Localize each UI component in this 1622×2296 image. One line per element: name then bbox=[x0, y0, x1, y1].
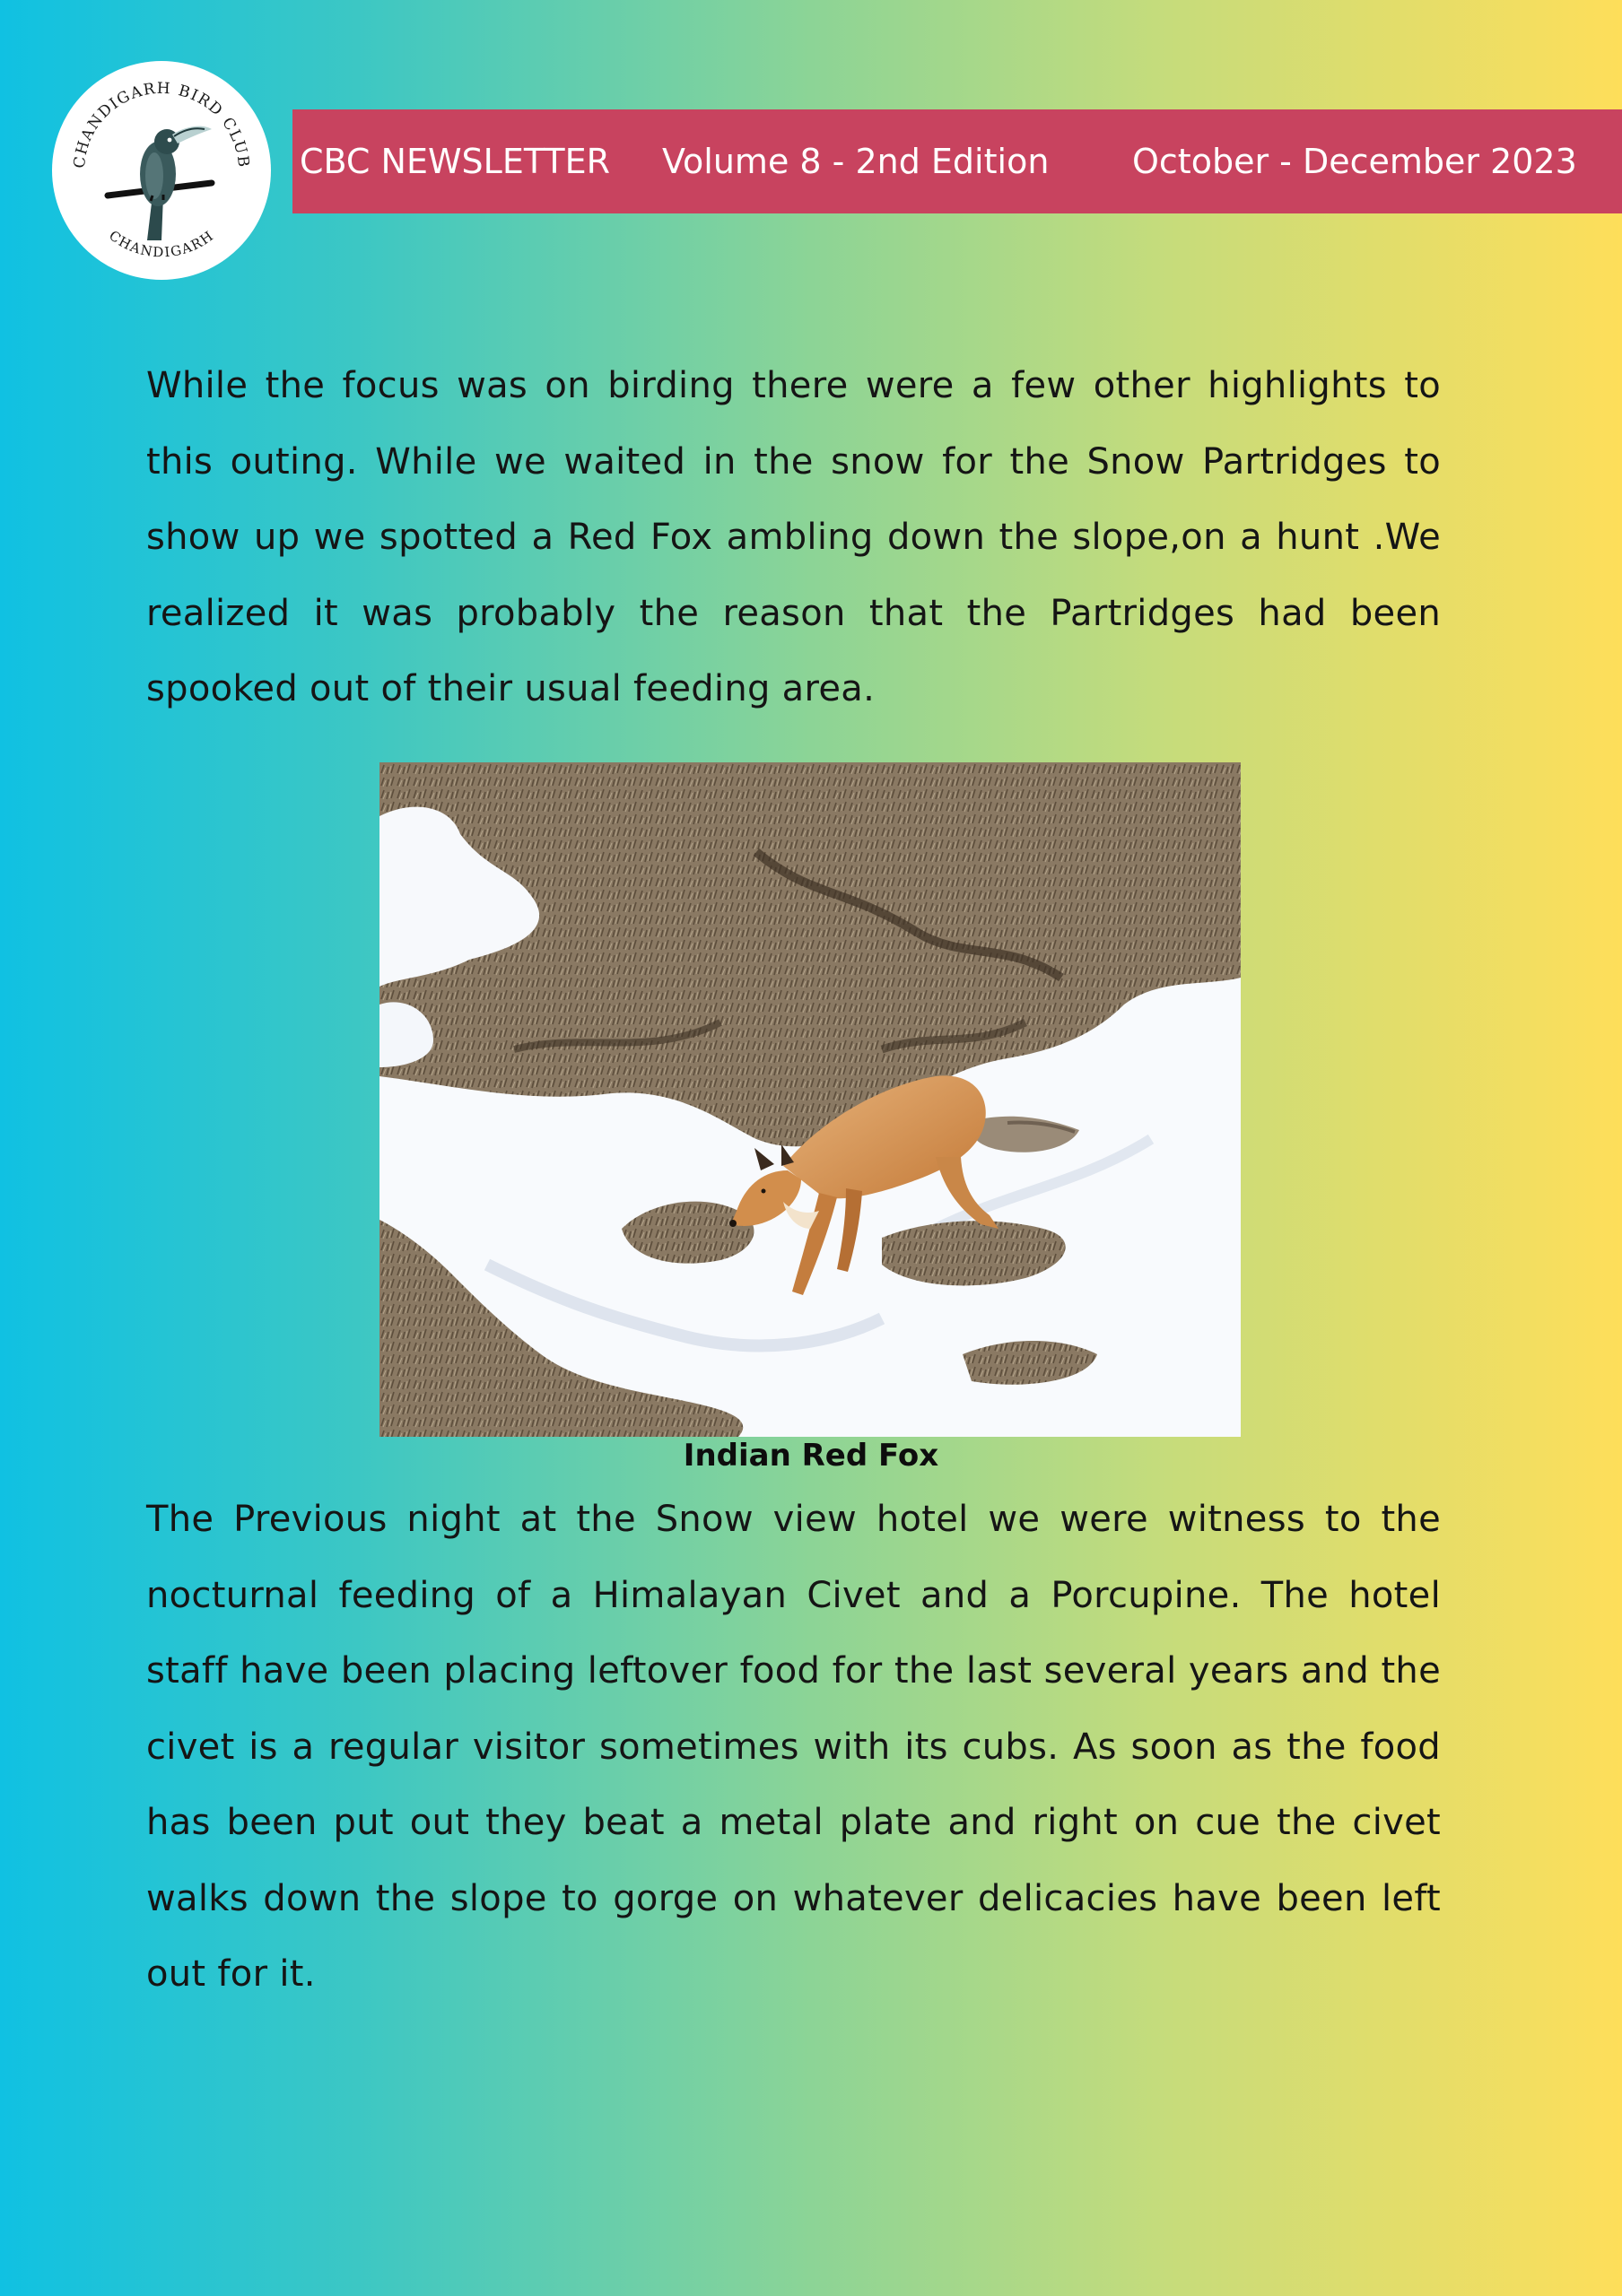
logo-arc-top: CHANDIGARH BIRD CLUB bbox=[70, 79, 253, 170]
newsletter-volume: Volume 8 - 2nd Edition bbox=[662, 142, 1050, 181]
logo-arc-bottom: CHANDIGARH bbox=[106, 227, 217, 261]
newsletter-date-range: October - December 2023 bbox=[1132, 142, 1577, 181]
club-logo bbox=[52, 61, 271, 280]
newsletter-name: CBC NEWSLETTER bbox=[300, 142, 611, 181]
hornbill-logo-icon bbox=[52, 61, 271, 280]
red-fox-photo bbox=[379, 762, 1241, 1437]
fox-in-snow-image bbox=[379, 762, 1241, 1437]
article-paragraph-1: While the focus was on birding there were a few other highlights to this outing. While we waited in the snow for the Snow Partridges to show up we spotted a Red Fox ambling down the slope,on a hunt .We realized it was probably the reason that the Partridges had been spooked out of their usual feeding area. bbox=[146, 365, 1441, 709]
newsletter-header-bar bbox=[292, 109, 1622, 213]
article-paragraph-2: The Previous night at the Snow view hotel we were witness to the nocturnal feeding of a Himalayan Civet and a Porcupine. The hotel staff have been placing leftover food for the last several years and the civet is a regular visitor sometimes with its cubs. As soon as the food has been put out they beat a metal plate and right on cue the civet walks down the slope to gorge on whatever delicacies have been left out for it. bbox=[146, 1499, 1441, 1995]
photo-caption: Indian Red Fox bbox=[683, 1438, 939, 1474]
